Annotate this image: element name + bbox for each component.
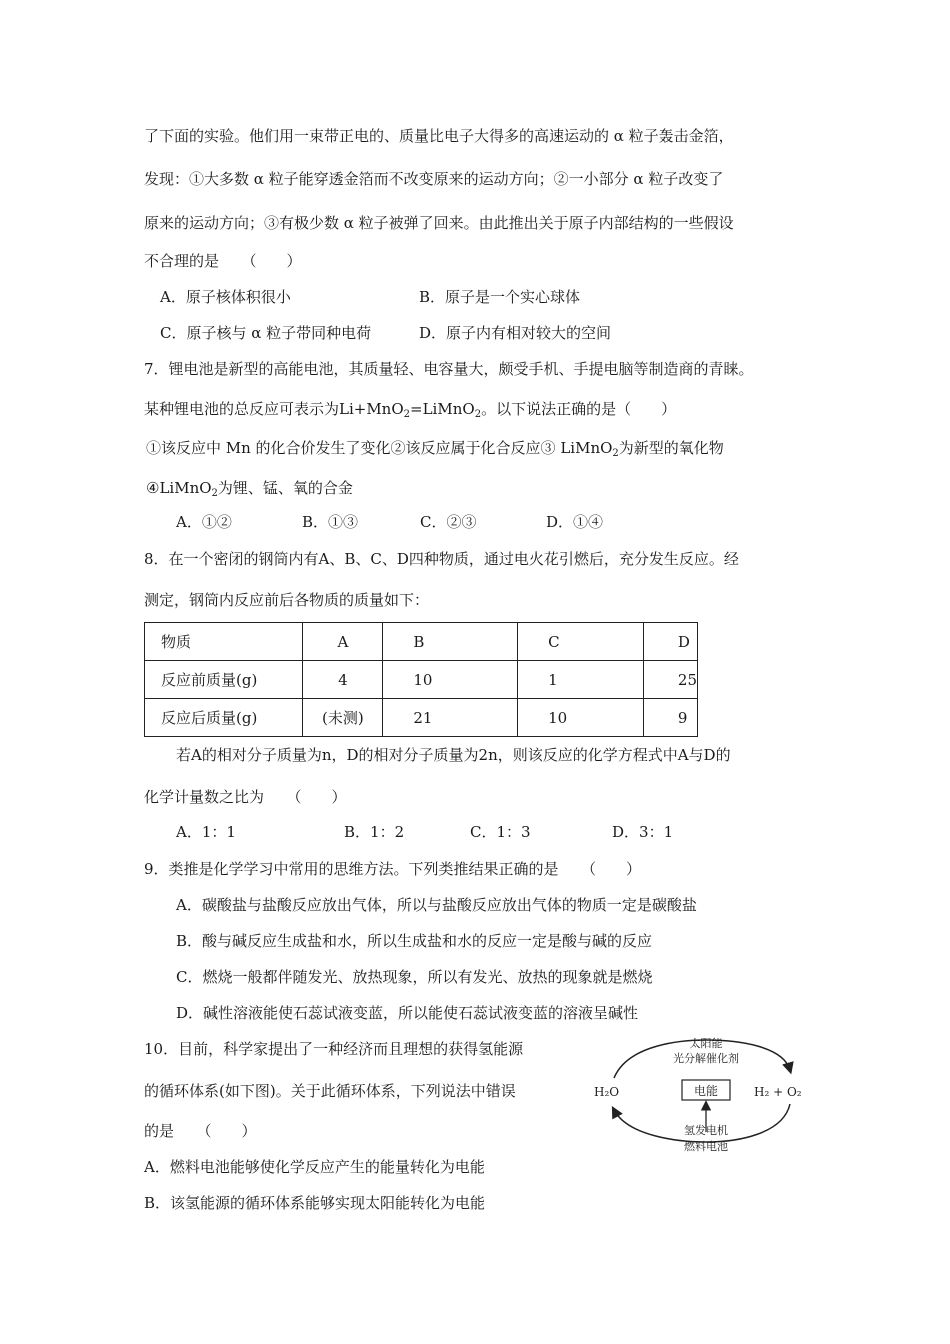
q8-option-a: A．1：1 — [176, 823, 236, 841]
q9-option-c: C．燃烧一般都伴随发光、放热现象，所以有发光、放热的现象就是燃烧 — [176, 968, 653, 986]
q8-stem-line-1: 8．在一个密闭的钢筒内有A、B、C、D四种物质，通过电火花引燃后，充分发生反应。经 — [144, 550, 739, 568]
table-cell: 反应前质量(g) — [145, 661, 303, 699]
q6-option-c: C．原子核与 α 粒子带同种电荷 — [160, 324, 372, 342]
q10-stem-line-3: 的是 （ ） — [144, 1122, 257, 1140]
q6-stem-line-4: 不合理的是 （ ） — [144, 252, 302, 270]
q10-stem-line-2: 的循环体系(如下图)。关于此循环体系，下列说法中错误 — [144, 1082, 516, 1100]
q10-stem-line-1: 10．目前，科学家提出了一种经济而且理想的获得氢能源 — [144, 1040, 524, 1058]
table-cell: 21 — [383, 699, 518, 737]
table-cell: 4 — [303, 661, 383, 699]
q8-stem-line-4: 化学计量数之比为 （ ） — [144, 788, 347, 806]
q7-option-b: B．①③ — [302, 513, 359, 531]
q7-option-a: A．①② — [176, 513, 232, 531]
q6-option-a: A．原子核体积很小 — [160, 288, 291, 306]
table-cell: 25 — [643, 661, 697, 699]
q7-stem-line-2: 某种锂电池的总反应可表示为Li+MnO$_2$=LiMnO$_2$。以下说法正确的是（ ） — [144, 400, 677, 420]
q7-stem-line-1: 7．锂电池是新型的高能电池，其质量轻、电容量大，颇受手机、手提电脑等制造商的青睐。 — [144, 360, 754, 378]
fuel-cell-label: 燃料电池 — [684, 1140, 728, 1153]
table-cell: 9 — [643, 699, 697, 737]
table-cell: (未测) — [303, 699, 383, 737]
q7-option-d: D．①④ — [546, 513, 604, 531]
table-header-cell: 物质 — [145, 623, 303, 661]
table-header-cell: A — [303, 623, 383, 661]
q6-option-d: D．原子内有相对较大的空间 — [419, 324, 612, 342]
hydrogen-cycle-diagram — [588, 1030, 818, 1160]
table-cell: 反应后质量(g) — [145, 699, 303, 737]
electric-energy-label: 电能 — [693, 1084, 719, 1098]
table-cell: 10 — [383, 661, 518, 699]
q9-option-b: B．酸与碱反应生成盐和水，所以生成盐和水的反应一定是酸与碱的反应 — [176, 932, 653, 950]
q7-statement-line-1: ①该反应中 Mn 的化合价发生了变化②该反应属于化合反应③ LiMnO$_2$为新型的氧化物 — [146, 439, 724, 459]
q7-statement-line-2: ④LiMnO$_2$为锂、锰、氧的合金 — [146, 479, 353, 499]
q7-option-c: C．②③ — [420, 513, 477, 531]
q10-option-a: A．燃料电池能够使化学反应产生的能量转化为电能 — [144, 1158, 485, 1176]
table-cell: 10 — [518, 699, 644, 737]
hydrogen-generator-label: 氢发电机 — [684, 1124, 728, 1137]
table-header-cell: B — [383, 623, 518, 661]
water-label: H₂O — [594, 1085, 620, 1099]
hydrogen-oxygen-label: H₂ + O₂ — [754, 1085, 802, 1099]
q9-option-a: A．碳酸盐与盐酸反应放出气体，所以与盐酸反应放出气体的物质一定是碳酸盐 — [176, 896, 697, 914]
table-row — [145, 661, 698, 699]
q8-stem-line-2: 测定，钢筒内反应前后各物质的质量如下： — [144, 591, 430, 609]
q8-option-b: B．1：2 — [344, 823, 405, 841]
solar-energy-label: 太阳能 — [689, 1037, 723, 1050]
q6-stem-line-1: 了下面的实验。他们用一束带正电的、质量比电子大得多的高速运动的 α 粒子轰击金箔， — [144, 127, 734, 145]
q6-option-b: B．原子是一个实心球体 — [419, 288, 581, 306]
table-header-cell: C — [518, 623, 644, 661]
q10-option-b: B．该氢能源的循环体系能够实现太阳能转化为电能 — [144, 1194, 486, 1212]
catalyst-label: 光分解催化剂 — [673, 1052, 739, 1065]
table-cell: 1 — [518, 661, 644, 699]
q9-stem: 9．类推是化学学习中常用的思维方法。下列类推结果正确的是 （ ） — [144, 860, 642, 878]
mass-table — [144, 622, 698, 737]
q6-stem-line-2: 发现：①大多数 α 粒子能穿透金箔而不改变原来的运动方向；②一小部分 α 粒子改变了 — [144, 170, 724, 188]
table-header-cell: D — [643, 623, 697, 661]
table-row — [145, 699, 698, 737]
q8-stem-line-3: 若A的相对分子质量为n，D的相对分子质量为2n，则该反应的化学方程式中A与D的 — [176, 746, 731, 764]
q8-option-d: D．3：1 — [612, 823, 674, 841]
q6-stem-line-3: 原来的运动方向；③有极少数 α 粒子被弹了回来。由此推出关于原子内部结构的一些假设 — [144, 214, 734, 232]
q9-option-d: D．碱性溶液能使石蕊试液变蓝，所以能使石蕊试液变蓝的溶液呈碱性 — [176, 1004, 639, 1022]
q8-option-c: C．1：3 — [470, 823, 531, 841]
table-header-row — [145, 623, 698, 661]
